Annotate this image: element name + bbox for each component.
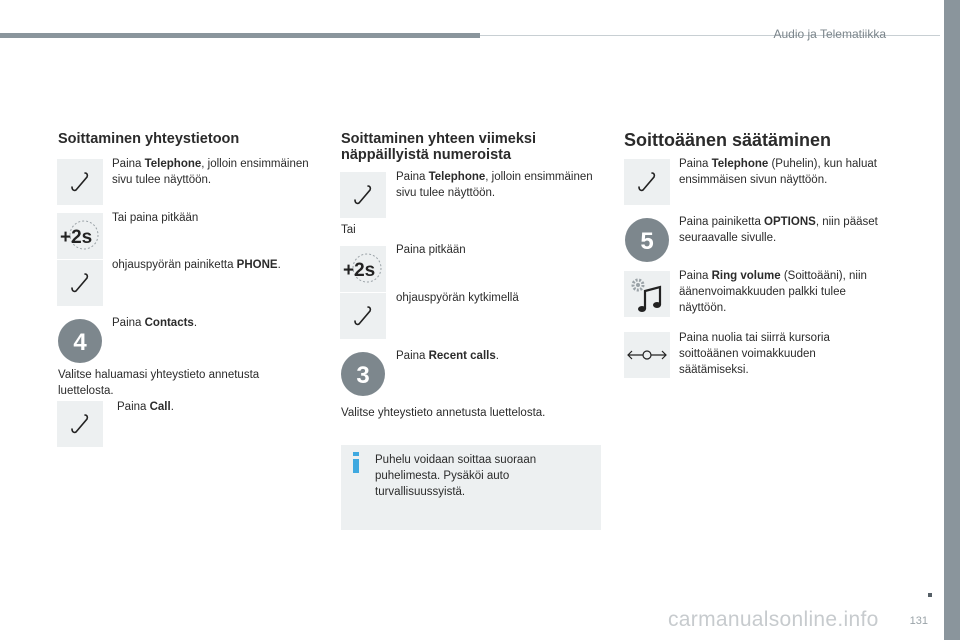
step-text: Paina Ring volume (Soittoääni), niin äänenvoimakkuuden palkki tulee näyttöön.: [679, 270, 867, 314]
step-text: Paina Telephone (Puhelin), kun haluat ensimmäisen sivun näyttöön.: [679, 158, 877, 186]
page-marker: [928, 593, 932, 597]
section-title-recent: Soittaminen yhteen viimeksi näppäillyistä numeroista: [341, 131, 537, 163]
phone-handset-icon: [624, 159, 670, 205]
step-text: Paina pitkään: [396, 244, 466, 256]
step-text: Valitse yhteystieto annetusta luettelosta.: [341, 407, 546, 419]
step-text: Paina Recent calls.: [396, 350, 499, 362]
step-text: Paina Telephone, jolloin ensimmäinen sivu tulee näyttöön.: [112, 158, 309, 186]
svg-text:4: 4: [73, 329, 87, 356]
info-text: Puhelu voidaan soittaa suoraan puhelimesta. Pysäköi auto turvallisuussyistä.: [375, 454, 537, 498]
step-number-badge: [624, 217, 670, 263]
step-text: Paina nuolia tai siirrä kursoria soittoäänen voimakkuuden säätämiseksi.: [679, 332, 830, 376]
step-text: Paina Contacts.: [112, 317, 198, 329]
phone-handset-icon: [57, 159, 103, 205]
long-press-2s-icon: [340, 246, 386, 292]
section-title-contact: Soittaminen yhteystietoon: [58, 131, 240, 147]
phone-handset-icon: [340, 293, 386, 339]
phone-handset-icon: [57, 260, 103, 306]
page-number: 131: [909, 615, 928, 627]
svg-text:3: 3: [356, 362, 370, 389]
svg-text:+2s: +2s: [343, 260, 376, 281]
step-number-badge: [57, 318, 103, 364]
step-number-badge: [340, 351, 386, 397]
header-bar: [0, 33, 480, 38]
long-press-2s-icon: [57, 213, 103, 259]
step-text: Paina painiketta OPTIONS, niin pääset seuraavalle sivulle.: [679, 216, 878, 244]
section-title-ringtone: Soittoäänen säätäminen: [624, 130, 832, 150]
info-icon: [353, 452, 359, 473]
step-text: Valitse haluamasi yhteystieto annetusta luettelosta.: [58, 369, 260, 397]
page-edge-bar: [944, 0, 960, 640]
ring-volume-music-icon: [624, 271, 670, 317]
step-text: Tai: [341, 224, 356, 236]
svg-text:+2s: +2s: [60, 227, 93, 248]
step-text: ohjauspyörän painiketta PHONE.: [112, 259, 281, 271]
header-title: Audio ja Telematiikka: [773, 27, 886, 41]
step-text: Paina Telephone, jolloin ensimmäinen sivu tulee näyttöön.: [396, 171, 593, 199]
svg-text:5: 5: [640, 228, 654, 255]
step-text: Tai paina pitkään: [112, 212, 199, 224]
step-text: ohjauspyörän kytkimellä: [396, 292, 519, 304]
volume-slider-icon: [624, 332, 670, 378]
step-text: Paina Call.: [117, 401, 174, 413]
phone-handset-icon: [340, 172, 386, 218]
watermark: carmanualsonline.info: [668, 608, 879, 631]
phone-handset-icon: [57, 401, 103, 447]
